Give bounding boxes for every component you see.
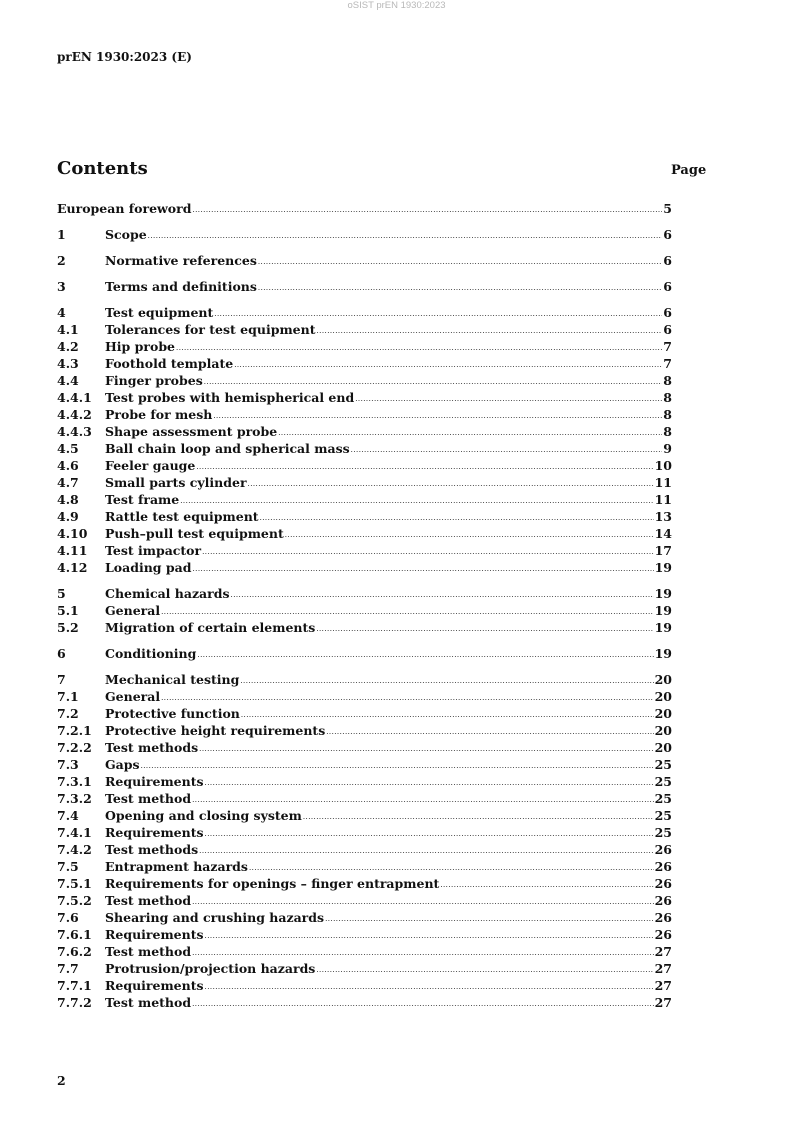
toc-entry-title: Scope	[105, 227, 147, 242]
toc-entry-title: Loading pad	[105, 560, 192, 575]
toc-entry-title: Requirements	[105, 978, 204, 993]
page-number: 2	[57, 1073, 66, 1088]
dot-leader	[196, 457, 653, 472]
toc-entry-page: 5	[663, 201, 672, 216]
dot-leader	[326, 722, 653, 737]
toc-entry-title: Protrusion/projection hazards	[105, 961, 316, 976]
toc-entry-number: 4.8	[57, 492, 79, 507]
dot-leader	[316, 960, 653, 975]
toc-entry[interactable]	[57, 876, 672, 893]
toc-entry-number: 5.1	[57, 603, 79, 618]
toc-entry-number: 7.3.2	[57, 791, 92, 806]
toc-entry-title: Rattle test equipment	[105, 509, 259, 524]
toc-entry-number: 4.12	[57, 560, 88, 575]
toc-entry-number: 7.1	[57, 689, 79, 704]
toc-entry-title: Test method	[105, 791, 192, 806]
toc-entry[interactable]	[57, 808, 672, 825]
toc-entry-title: Normative references	[105, 253, 257, 268]
toc-entry-page: 26	[654, 842, 672, 857]
toc-entry-number: 5.2	[57, 620, 79, 635]
toc-entry-title: Requirements	[105, 927, 204, 942]
toc-entry-number: 7.4.2	[57, 842, 92, 857]
toc-entry-page: 27	[654, 944, 672, 959]
toc-entry-page: 17	[654, 543, 672, 558]
toc-entry-number: 7	[57, 672, 66, 687]
dot-leader	[192, 994, 653, 1009]
toc-entry-number: 4.3	[57, 356, 79, 371]
toc-entry-page: 25	[654, 791, 672, 806]
toc-entry-title: Hip probe	[105, 339, 176, 354]
toc-entry-number: 7.6.1	[57, 927, 92, 942]
toc-entry-number: 7.4.1	[57, 825, 92, 840]
toc-entry-page: 20	[654, 706, 672, 721]
dot-leader	[234, 355, 662, 370]
toc-entry-title: Test equipment	[105, 305, 214, 320]
toc-entry-page: 27	[654, 995, 672, 1010]
toc-entry[interactable]	[57, 509, 672, 526]
toc-entry[interactable]	[57, 441, 672, 458]
toc-entry[interactable]	[57, 757, 672, 774]
toc-entry-title: Feeler gauge	[105, 458, 196, 473]
dot-leader	[249, 858, 654, 873]
toc-entry[interactable]	[57, 723, 672, 740]
toc-entry-title: Test methods	[105, 842, 199, 857]
toc-entry[interactable]	[57, 689, 672, 706]
toc-entry-page: 20	[654, 740, 672, 755]
toc-entry-number: 7.5	[57, 859, 79, 874]
toc-entry[interactable]	[57, 373, 672, 390]
toc-entry-number: 7.6	[57, 910, 79, 925]
toc-entry-page: 26	[654, 876, 672, 891]
toc-entry-title: Test method	[105, 995, 192, 1010]
toc-entry-title: Conditioning	[105, 646, 197, 661]
toc-entry-page: 27	[654, 961, 672, 976]
dot-leader	[202, 542, 653, 557]
toc-entry-page: 6	[663, 227, 672, 242]
toc-entry-number: 7.7.2	[57, 995, 92, 1010]
toc-entry-page: 26	[654, 859, 672, 874]
toc-entry-page: 19	[654, 620, 672, 635]
toc-entry-number: 4.4	[57, 373, 79, 388]
toc-entry-page: 6	[663, 279, 672, 294]
toc-entry-number: 4.4.2	[57, 407, 92, 422]
dot-leader	[192, 559, 653, 574]
toc-entry-number: 4.5	[57, 441, 79, 456]
toc-entry-number: 4.11	[57, 543, 88, 558]
toc-entry-title: General	[105, 689, 161, 704]
dot-leader	[260, 508, 654, 523]
toc-entry[interactable]	[57, 620, 672, 637]
toc-entry[interactable]	[57, 961, 672, 978]
toc-entry-title: Terms and definitions	[105, 279, 257, 294]
dot-leader	[192, 943, 653, 958]
dot-leader	[161, 688, 653, 703]
toc-entry-number: 4.4.3	[57, 424, 92, 439]
toc-entry[interactable]	[57, 322, 672, 339]
toc-entry-title: Shape assessment probe	[105, 424, 278, 439]
toc-entry-page: 8	[663, 373, 672, 388]
toc-entry-number: 4.4.1	[57, 390, 92, 405]
dot-leader	[205, 977, 654, 992]
dot-leader	[285, 525, 654, 540]
toc-entry-title: Test impactor	[105, 543, 202, 558]
toc-entry-title: Test frame	[105, 492, 180, 507]
toc-entry-page: 7	[663, 356, 672, 371]
toc-entry-page: 6	[663, 305, 672, 320]
toc-entry-page: 7	[663, 339, 672, 354]
dot-leader	[161, 602, 653, 617]
toc-entry-number: 4.7	[57, 475, 79, 490]
toc-entry-page: 19	[654, 560, 672, 575]
toc-entry[interactable]	[57, 893, 672, 910]
toc-entry-title: Test methods	[105, 740, 199, 755]
toc-entry-page: 25	[654, 825, 672, 840]
dot-leader	[192, 790, 653, 805]
dot-leader	[231, 585, 654, 600]
toc-entry-page: 11	[654, 475, 672, 490]
toc-entry-number: 7.2.1	[57, 723, 92, 738]
toc-entry-page: 8	[663, 390, 672, 405]
toc-entry-page: 6	[663, 253, 672, 268]
dot-leader	[241, 705, 654, 720]
toc-entry[interactable]	[57, 407, 672, 424]
toc-entry-number: 7.7	[57, 961, 79, 976]
dot-leader	[278, 423, 662, 438]
toc-entry-number: 7.5.1	[57, 876, 92, 891]
toc-entry-number: 3	[57, 279, 66, 294]
toc-entry[interactable]	[57, 842, 672, 859]
toc-entry-title: Requirements	[105, 774, 204, 789]
toc-entry[interactable]	[57, 201, 672, 218]
dot-leader	[303, 807, 654, 822]
toc-entry-page: 6	[663, 322, 672, 337]
toc-entry[interactable]	[57, 560, 672, 577]
toc-entry-title: European foreword	[57, 201, 192, 216]
toc-entry[interactable]	[57, 526, 672, 543]
dot-leader	[192, 892, 653, 907]
toc-entry-page: 19	[654, 603, 672, 618]
toc-entry[interactable]	[57, 458, 672, 475]
dot-leader	[355, 389, 662, 404]
contents-title: Contents	[57, 158, 148, 179]
toc-entry-page: 8	[663, 407, 672, 422]
toc-entry-page: 25	[654, 757, 672, 772]
toc-entry-page: 26	[654, 910, 672, 925]
toc-entry-title: Opening and closing system	[105, 808, 302, 823]
toc-entry-title: Requirements	[105, 825, 204, 840]
toc-entry-number: 4.2	[57, 339, 79, 354]
toc-entry[interactable]	[57, 910, 672, 927]
toc-entry[interactable]	[57, 390, 672, 407]
toc-entry-page: 13	[654, 509, 672, 524]
dot-leader	[258, 278, 662, 293]
dot-leader	[192, 200, 662, 215]
toc-entry-title: Push–pull test equipment	[105, 526, 284, 541]
toc-entry-page: 19	[654, 646, 672, 661]
toc-entry-number: 4.10	[57, 526, 88, 541]
toc-entry-page: 26	[654, 893, 672, 908]
toc-entry[interactable]	[57, 774, 672, 791]
table-of-contents	[57, 201, 672, 1012]
toc-entry[interactable]	[57, 740, 672, 757]
toc-entry-title: Mechanical testing	[105, 672, 240, 687]
toc-entry-page: 26	[654, 927, 672, 942]
toc-entry[interactable]	[57, 424, 672, 441]
toc-entry-title: Protective function	[105, 706, 240, 721]
dot-leader	[316, 619, 653, 634]
toc-entry-title: Test method	[105, 944, 192, 959]
watermark: oSIST prEN 1930:2023	[347, 0, 446, 11]
toc-entry-number: 4	[57, 305, 66, 320]
toc-entry-title: Ball chain loop and spherical mass	[105, 441, 350, 456]
toc-entry[interactable]	[57, 305, 672, 322]
toc-entry[interactable]	[57, 927, 672, 944]
dot-leader	[258, 252, 662, 267]
toc-entry[interactable]	[57, 978, 672, 995]
toc-entry[interactable]	[57, 227, 672, 244]
toc-entry[interactable]	[57, 859, 672, 876]
toc-entry-page: 25	[654, 808, 672, 823]
toc-entry-number: 7.4	[57, 808, 79, 823]
dot-leader	[199, 739, 653, 754]
toc-entry-number: 7.3	[57, 757, 79, 772]
toc-entry-page: 20	[654, 689, 672, 704]
toc-entry-title: Gaps	[105, 757, 140, 772]
toc-entry-number: 7.5.2	[57, 893, 92, 908]
dot-leader	[214, 304, 662, 319]
toc-entry[interactable]	[57, 253, 672, 270]
dot-leader	[205, 926, 654, 941]
toc-entry-page: 25	[654, 774, 672, 789]
toc-entry-title: Finger probes	[105, 373, 203, 388]
dot-leader	[148, 226, 663, 241]
toc-entry-page: 9	[663, 441, 672, 456]
dot-leader	[213, 406, 662, 421]
toc-entry-title: Tolerances for test equipment	[105, 322, 316, 337]
toc-entry-title: Migration of certain elements	[105, 620, 316, 635]
dot-leader	[205, 773, 654, 788]
dot-leader	[204, 372, 663, 387]
toc-entry-title: Small parts cylinder	[105, 475, 247, 490]
toc-entry[interactable]	[57, 603, 672, 620]
toc-entry[interactable]	[57, 646, 672, 663]
toc-entry-page: 19	[654, 586, 672, 601]
dot-leader	[197, 645, 653, 660]
toc-entry[interactable]	[57, 672, 672, 689]
toc-entry-number: 5	[57, 586, 66, 601]
toc-entry-page: 14	[654, 526, 672, 541]
toc-entry-number: 6	[57, 646, 66, 661]
toc-entry[interactable]	[57, 586, 672, 603]
toc-entry-number: 4.9	[57, 509, 79, 524]
toc-entry-number: 7.3.1	[57, 774, 92, 789]
toc-entry[interactable]	[57, 339, 672, 356]
toc-entry-title: Shearing and crushing hazards	[105, 910, 325, 925]
toc-entry-number: 2	[57, 253, 66, 268]
toc-entry-page: 11	[654, 492, 672, 507]
dot-leader	[351, 440, 663, 455]
toc-entry-page: 8	[663, 424, 672, 439]
toc-entry[interactable]	[57, 475, 672, 492]
toc-entry-title: Foothold template	[105, 356, 234, 371]
dot-leader	[240, 671, 653, 686]
dot-leader	[317, 321, 663, 336]
dot-leader	[176, 338, 662, 353]
page-column-header: Page	[671, 163, 707, 178]
document-identifier: prEN 1930:2023 (E)	[57, 50, 192, 64]
dot-leader	[141, 756, 654, 771]
toc-entry-number: 7.2.2	[57, 740, 92, 755]
toc-entry-title: General	[105, 603, 161, 618]
toc-entry-title: Requirements for openings – finger entrapment	[105, 876, 440, 891]
toc-entry[interactable]	[57, 995, 672, 1012]
toc-entry-title: Protective height requirements	[105, 723, 326, 738]
toc-entry-title: Entrapment hazards	[105, 859, 248, 874]
toc-entry-title: Probe for mesh	[105, 407, 213, 422]
toc-entry-number: 4.6	[57, 458, 79, 473]
toc-entry[interactable]	[57, 543, 672, 560]
toc-entry[interactable]	[57, 825, 672, 842]
toc-entry-page: 20	[654, 672, 672, 687]
toc-entry-number: 1	[57, 227, 66, 242]
dot-leader	[248, 474, 654, 489]
dot-leader	[199, 841, 653, 856]
dot-leader	[325, 909, 654, 924]
toc-entry-number: 7.7.1	[57, 978, 92, 993]
toc-entry-title: Test method	[105, 893, 192, 908]
dot-leader	[180, 491, 653, 506]
toc-entry[interactable]	[57, 791, 672, 808]
toc-entry-title: Test probes with hemispherical end	[105, 390, 355, 405]
toc-entry[interactable]	[57, 492, 672, 509]
dot-leader	[205, 824, 654, 839]
toc-entry-page: 20	[654, 723, 672, 738]
toc-entry-title: Chemical hazards	[105, 586, 230, 601]
dot-leader	[440, 875, 653, 890]
toc-entry-page: 10	[654, 458, 672, 473]
toc-entry-number: 7.2	[57, 706, 79, 721]
toc-entry-number: 4.1	[57, 322, 79, 337]
toc-entry-number: 7.6.2	[57, 944, 92, 959]
toc-entry[interactable]	[57, 356, 672, 373]
toc-entry[interactable]	[57, 279, 672, 296]
toc-entry[interactable]	[57, 944, 672, 961]
toc-entry-page: 27	[654, 978, 672, 993]
toc-entry[interactable]	[57, 706, 672, 723]
